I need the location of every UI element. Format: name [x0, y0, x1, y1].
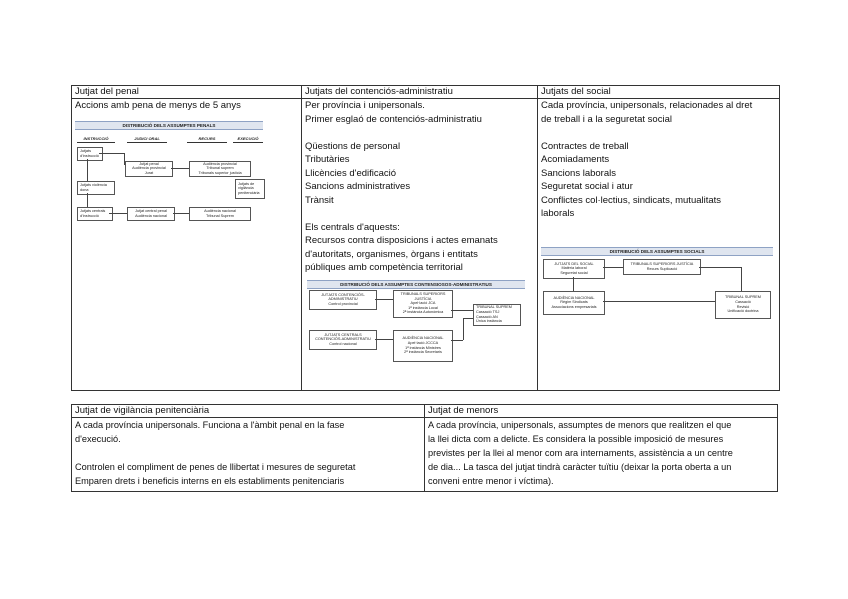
t: CONTENCIÓS-ADMINISTRATIU	[315, 337, 371, 342]
t: Audiència nacional	[204, 208, 236, 213]
connector	[741, 267, 742, 291]
contencios-matter: Tributàries	[305, 154, 350, 165]
vigilancia-line: A cada província unipersonals. Funciona a l'àmbit penal en la fase	[75, 420, 345, 430]
social-matter: Sancions laborals	[541, 167, 616, 179]
t: 2ª instància Autonòmica	[402, 310, 444, 315]
cell-contencios	[302, 99, 538, 391]
t: Jutjats de vigilància	[238, 181, 255, 191]
t: TRIBUNAL SUPREM	[476, 305, 512, 310]
connector	[451, 310, 473, 311]
penal-line: Accions amb pena de menys de 5 anys	[75, 100, 241, 111]
menors-line: A cada província, unipersonals, assumptes de menors que realitzen el que	[428, 420, 732, 430]
box-audiencia-nacional-ca	[393, 330, 453, 362]
header-row	[72, 86, 780, 99]
t: d'instrucció	[80, 213, 99, 218]
penal-diagram-title: DISTRIBUCIÓ DELS ASSUMPTES PENALS	[75, 121, 263, 130]
t: 1ª instància Local	[408, 305, 438, 310]
phase-execucio: EXECUCIÓ	[233, 136, 263, 143]
box-audiencia-provincial	[189, 161, 251, 177]
t: Jutjats violència	[80, 182, 107, 187]
contencios-line: Per província i unipersonals.	[305, 100, 425, 111]
contencios-matter: Trànsit	[305, 194, 334, 206]
box-jutjats-centrals	[309, 330, 377, 350]
header-vigilancia: Jutjat de vigilància penitenciària	[72, 405, 425, 418]
t: Audiència provincial	[132, 166, 166, 171]
t: 2ª instància Secretaris	[404, 350, 442, 355]
connector	[603, 267, 623, 268]
t: Jutjats centrals	[80, 208, 106, 213]
box-centrals-instruccio	[77, 207, 113, 221]
connector	[87, 159, 88, 181]
connector	[99, 153, 125, 154]
vigilancia-line: Emparen drets i beneficis interns en els establiments penitenciaris	[75, 476, 345, 486]
t: Apel·lació JCCCA	[407, 340, 439, 345]
jurisdictions-table	[71, 85, 780, 391]
t: Associacions empresarials	[551, 304, 597, 309]
t: ADMINISTRATIU	[328, 297, 358, 302]
t: JUTJATS CONTENCIÓS-	[321, 292, 365, 297]
t: Jutjat central penal	[135, 208, 167, 213]
connector	[463, 318, 473, 319]
cell-penal	[72, 99, 302, 391]
header-social: Jutjats del social	[538, 86, 780, 99]
t: Jutjats	[80, 148, 91, 153]
penal-diagram	[75, 121, 265, 231]
social-matter: laborals	[541, 208, 575, 219]
t: Audiència nacional	[135, 213, 167, 218]
t: Apel·lació JCA	[410, 301, 436, 306]
connector	[375, 339, 393, 340]
t: Jutjat penal	[139, 161, 159, 166]
connector	[699, 267, 741, 268]
header-contencios: Jutjats del contenciós-administratiu	[302, 86, 538, 99]
connector	[109, 213, 127, 214]
t: Unificació doctrina	[727, 309, 759, 314]
social-line: Cada província, unipersonals, relacionades al dret	[541, 100, 753, 111]
phase-recurs: RECURS	[187, 136, 227, 143]
t: TRIBUNALS SUPERIORS JUSTÍCIA	[630, 261, 694, 266]
contencios-line: Primer esglaó de contenciós-administratiu	[305, 113, 482, 125]
social-matter: Contractes de treball	[541, 140, 629, 152]
t: JUTJATS CENTRALS	[324, 332, 362, 337]
t: Tribunals superior justícia	[198, 170, 242, 175]
cell-vigilancia	[72, 418, 425, 492]
menors-line: la llei dicta com a delicte. Es considera la possible imposició de mesures	[428, 434, 724, 444]
t: Cassació	[735, 299, 751, 304]
box-jutjats-instruccio	[77, 147, 103, 161]
phase-instruccio: INSTRUCCIÓ	[77, 136, 115, 143]
contencios-matter: Qüestions de personal	[305, 140, 401, 152]
connector	[87, 193, 88, 207]
social-diagram-title: DISTRIBUCIÓ DELS ASSUMPTES SOCIALS	[541, 247, 773, 256]
t: Cassació AN	[476, 314, 498, 319]
cell-menors	[425, 418, 778, 492]
contencios-diagram	[305, 280, 527, 368]
connector	[463, 318, 464, 340]
t: Control nacional	[329, 341, 357, 346]
t: d'instrucció	[80, 153, 99, 158]
t: AUDIÈNCIA NACIONAL	[553, 295, 595, 300]
phase-judici: JUDICI ORAL	[127, 136, 167, 143]
cell-social	[538, 99, 780, 391]
connector	[173, 213, 189, 214]
contencios-central: Els centrals d'aquests:	[305, 221, 400, 233]
t: Tribunal suprem	[206, 166, 234, 171]
t: Jurat	[144, 170, 154, 175]
social-line: de treball i a la seguretat social	[541, 113, 672, 125]
box-tsj	[393, 290, 453, 318]
box-tribunal-suprem-social	[715, 291, 771, 319]
box-central-penal	[127, 207, 175, 221]
t: JUTJATS DEL SOCIAL	[554, 261, 594, 266]
connector	[375, 299, 393, 300]
t: 1ª instància Ministres	[405, 345, 441, 350]
body-row	[72, 99, 780, 391]
t: Recurs Suplicació	[646, 266, 678, 271]
vigilancia-line: d'execució.	[75, 434, 121, 444]
contencios-diagram-title: DISTRIBUCIÓ DELS ASSUMPTES CONTENSIOSOS-ADMINISTRATIUS	[307, 280, 525, 289]
t: Seguretat social	[560, 270, 588, 275]
social-diagram	[541, 247, 775, 327]
contencios-matter: Llicències d'edificació	[305, 167, 397, 179]
box-jutjats-contencios	[309, 290, 377, 310]
social-matter: Acomiadaments	[541, 154, 610, 165]
t: JUSTÍCIA	[414, 296, 432, 301]
t: Règim Sindicats	[560, 300, 588, 305]
connector	[124, 153, 125, 165]
box-jutjat-penal	[125, 161, 173, 177]
box-violencia-dona	[77, 181, 115, 195]
t: Única instància	[476, 319, 502, 324]
t: Audiència provincial	[203, 161, 237, 166]
social-matter: Seguretat social i atur	[541, 181, 633, 192]
special-courts-table	[71, 404, 778, 492]
contencios-matter: Sancions administratives	[305, 181, 411, 192]
box-audiencia-nacional-social	[543, 291, 605, 315]
vigilancia-line: Controlen el compliment de penes de llibertat i mesures de seguretat	[75, 462, 356, 472]
t: Tribunal Suprem	[206, 213, 234, 218]
connector	[573, 277, 574, 291]
box-tsj-social	[623, 259, 701, 275]
box-vigilancia	[235, 179, 265, 199]
connector	[603, 301, 715, 302]
box-jutjats-social	[543, 259, 605, 279]
contencios-central: d'autoritats, organismes, òrgans i entitats	[305, 248, 478, 260]
menors-line: conveni entre menor i víctima).	[428, 476, 554, 486]
connector	[171, 168, 189, 169]
t: dona	[80, 187, 89, 192]
contencios-central: Recursos contra disposicions i actes emanats	[305, 235, 498, 246]
t: TRIBUNALS SUPERIORS	[400, 292, 446, 297]
social-matter: Conflictes col·lectius, sindicats, mutualitats	[541, 194, 722, 206]
t: AUDIÈNCIA NACIONAL	[402, 336, 444, 341]
box-audiencia-nacional	[189, 207, 251, 221]
body-row-2	[72, 418, 778, 492]
box-tribunal-suprem	[473, 304, 521, 326]
t: Control provincial	[328, 301, 358, 306]
t: penitenciària	[238, 190, 260, 195]
t: Matèria laboral	[561, 266, 587, 271]
connector	[451, 340, 463, 341]
header-menors: Jutjat de menors	[425, 405, 778, 418]
header-row-2	[72, 405, 778, 418]
menors-line: de dia... La tasca del jutjat tindrà caràcter tuïtiu (deixar la porta oberta a un	[428, 462, 732, 472]
t: Revisió	[736, 304, 750, 309]
t: TRIBUNAL SUPREM	[725, 295, 761, 300]
header-penal: Jutjat del penal	[72, 86, 302, 99]
contencios-central: públiques amb competència territorial	[305, 262, 463, 273]
t: Cassació TSJ	[476, 309, 500, 314]
menors-line: previstes per la llei al menor com ara internaments, assistència a un centre	[428, 448, 733, 458]
